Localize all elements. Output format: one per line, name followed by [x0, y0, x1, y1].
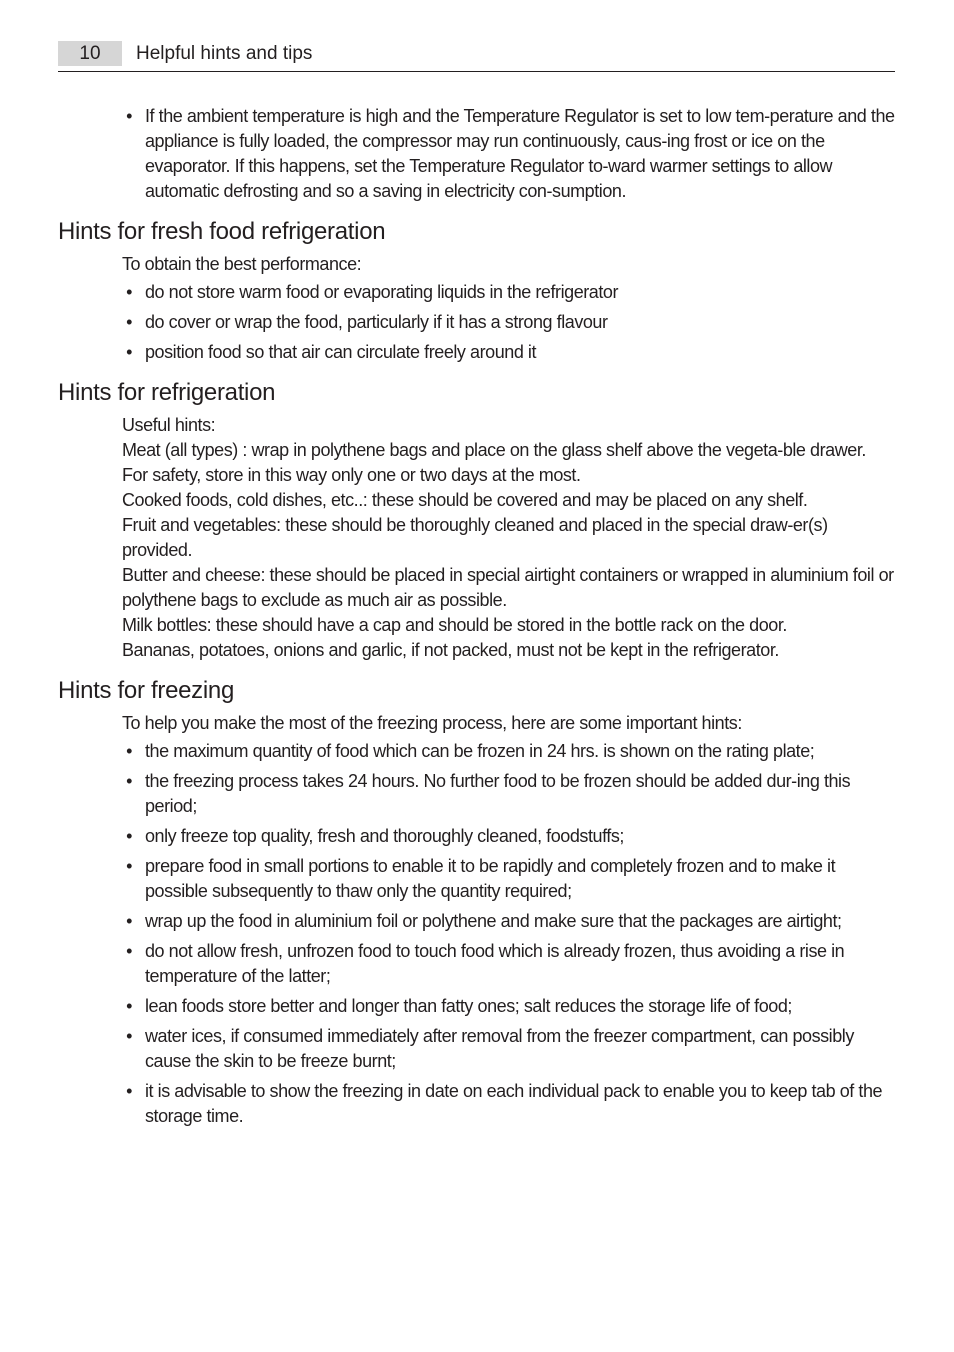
- section-title-freezing: Hints for freezing: [58, 677, 235, 704]
- paragraph: Fruit and vegetables: these should be thoroughly cleaned and placed in the special draw-er(s) provided.: [122, 515, 828, 560]
- bullet-icon: •: [126, 941, 132, 961]
- page-number: 10: [58, 41, 122, 66]
- list-item: [58, 739, 895, 764]
- list-item-text: the freezing process takes 24 hours. No further food to be frozen should be added dur-ing this period;: [145, 771, 851, 816]
- list-item-text: the maximum quantity of food which can be frozen in 24 hrs. is shown on the rating plate;: [145, 741, 815, 761]
- paragraph: For safety, store in this way only one or two days at the most.: [122, 465, 581, 485]
- list-item: [58, 104, 895, 204]
- list-item: [58, 909, 895, 934]
- section-title-fresh-food: Hints for fresh food refrigeration: [58, 218, 386, 245]
- list-item-text: prepare food in small portions to enable it to be rapidly and completely frozen and to make it possible subsequently to thaw only the quantity required;: [145, 856, 836, 901]
- list-item: [58, 994, 895, 1019]
- list-item-text: lean foods store better and longer than fatty ones; salt reduces the storage life of food;: [145, 996, 792, 1016]
- page-header: [58, 41, 895, 72]
- page-content: [58, 104, 895, 1134]
- section-intro: To obtain the best performance:: [122, 254, 362, 274]
- paragraph: Cooked foods, cold dishes, etc..: these should be covered and may be placed on any shelf.: [122, 490, 808, 510]
- list-item-text: position food so that air can circulate freely around it: [145, 342, 537, 362]
- bullet-icon: •: [126, 282, 132, 302]
- paragraph: Milk bottles: these should have a cap and should be stored in the bottle rack on the door.: [122, 615, 787, 635]
- bullet-icon: •: [126, 1081, 132, 1101]
- bullet-icon: •: [126, 312, 132, 332]
- bullet-icon: •: [126, 106, 132, 126]
- list-item-text: If the ambient temperature is high and the Temperature Regulator is set to low tem-perature and the appliance is fully loaded, the compressor may run continuously, caus-ing frost or ice on the evaporator. If this happens, set the Temperature Regulator to-ward warmer settings to allow automatic defrosting and so a saving in electricity con-sumption.: [145, 106, 895, 201]
- bullet-icon: •: [126, 856, 132, 876]
- section-title-refrigeration: Hints for refrigeration: [58, 379, 276, 406]
- header-title: Helpful hints and tips: [136, 43, 313, 64]
- list-item: [58, 1024, 895, 1074]
- list-item: [58, 280, 895, 305]
- bullet-icon: •: [126, 996, 132, 1016]
- list-item-text: do not store warm food or evaporating liquids in the refrigerator: [145, 282, 619, 302]
- list-item: [58, 939, 895, 989]
- list-item: [58, 769, 895, 819]
- list-item-text: it is advisable to show the freezing in date on each individual pack to enable you to keep tab of the storage time.: [145, 1081, 883, 1126]
- paragraph: Meat (all types) : wrap in polythene bags and place on the glass shelf above the vegeta-ble drawer.: [122, 440, 866, 460]
- bullet-icon: •: [126, 771, 132, 791]
- list-item: [58, 854, 895, 904]
- bullet-icon: •: [126, 342, 132, 362]
- paragraph: Useful hints:: [122, 415, 216, 435]
- bullet-icon: •: [126, 1026, 132, 1046]
- paragraph: Bananas, potatoes, onions and garlic, if not packed, must not be kept in the refrigerator.: [122, 640, 779, 660]
- list-item: [58, 824, 895, 849]
- section-intro: To help you make the most of the freezing process, here are some important hints:: [122, 713, 742, 733]
- bullet-icon: •: [126, 741, 132, 761]
- list-item-text: do not allow fresh, unfrozen food to touch food which is already frozen, thus avoiding a rise in temperature of the latter;: [145, 941, 845, 986]
- list-item: [58, 340, 895, 365]
- bullet-icon: •: [126, 911, 132, 931]
- bullet-icon: •: [126, 826, 132, 846]
- list-item-text: do cover or wrap the food, particularly if it has a strong flavour: [145, 312, 608, 332]
- list-item-text: water ices, if consumed immediately after removal from the freezer compartment, can possibly cause the skin to be freeze burnt;: [145, 1026, 854, 1071]
- list-item-text: wrap up the food in aluminium foil or polythene and make sure that the packages are airtight;: [145, 911, 842, 931]
- list-item-text: only freeze top quality, fresh and thoroughly cleaned, foodstuffs;: [145, 826, 624, 846]
- freezing-bullet-list: [58, 739, 895, 1129]
- fresh-food-bullet-list: [58, 280, 895, 365]
- intro-bullet-list: [58, 104, 895, 204]
- list-item: [58, 1079, 895, 1129]
- paragraph: Butter and cheese: these should be placed in special airtight containers or wrapped in aluminium foil or polythene bags to exclude as much air as possible.: [122, 565, 894, 610]
- list-item: [58, 310, 895, 335]
